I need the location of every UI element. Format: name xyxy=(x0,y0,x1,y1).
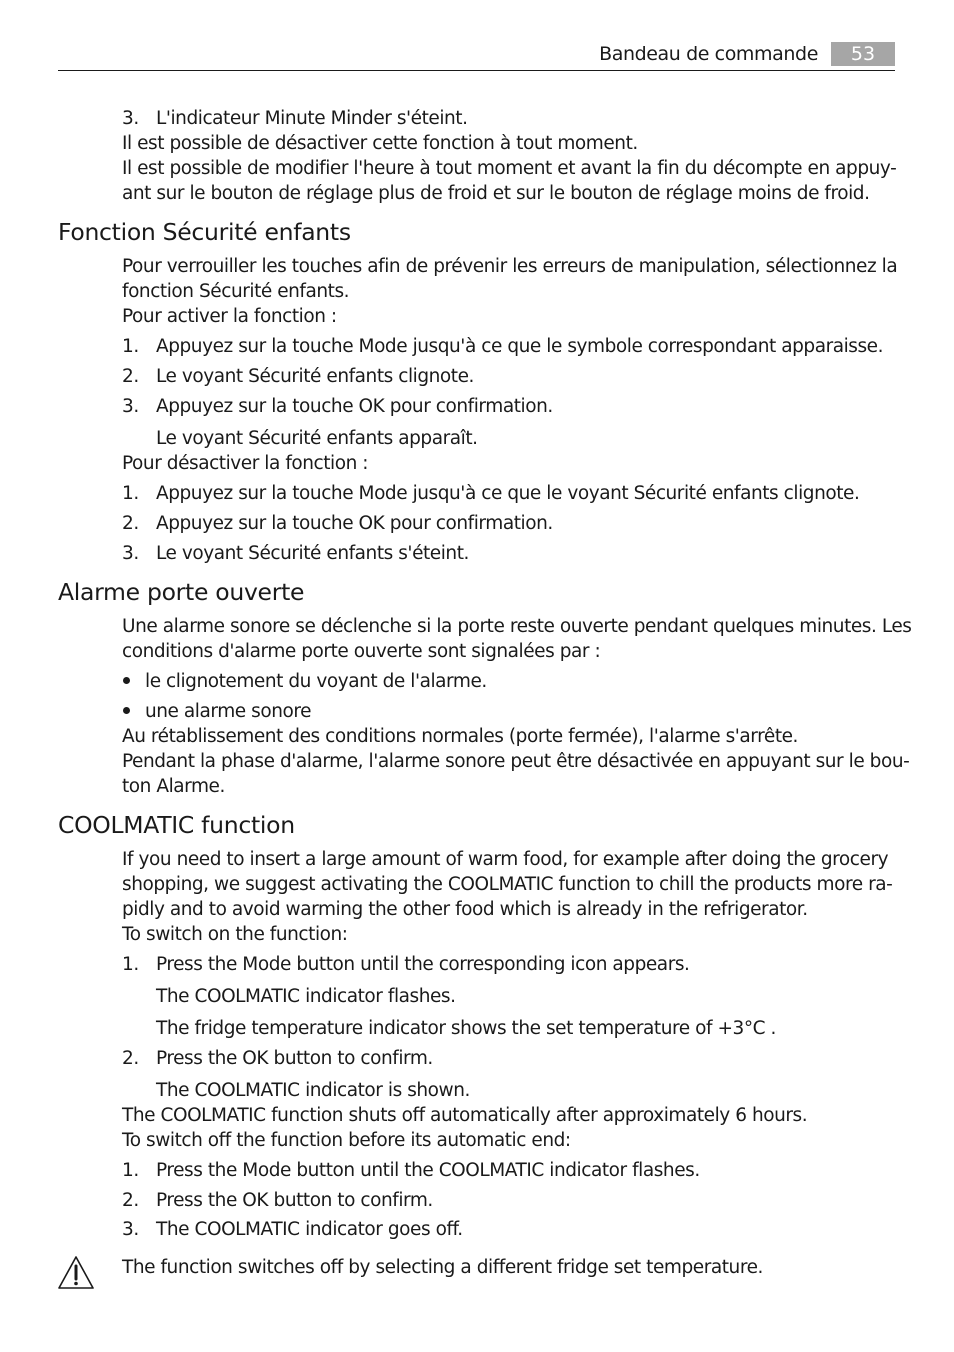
list-number: 1. xyxy=(122,1160,139,1181)
list-item-note: The COOLMATIC indicator is shown. xyxy=(156,1080,470,1101)
list-item: Appuyez sur la touche OK pour confirmation. xyxy=(156,513,553,534)
list-item: Press the Mode button until the corresponding icon appears. xyxy=(156,954,690,975)
paragraph-line: Au rétablissement des conditions normales (porte fermée), l'alarme s'arrête. xyxy=(122,726,798,747)
section-heading-child-lock: Fonction Sécurité enfants xyxy=(58,218,351,246)
paragraph-line: ton Alarme. xyxy=(122,776,225,797)
list-item: Appuyez sur la touche Mode jusqu'à ce que le voyant Sécurité enfants clignote. xyxy=(156,483,860,504)
paragraph-line: Il est possible de désactiver cette fonction à tout moment. xyxy=(122,133,638,154)
paragraph-line: Pour verrouiller les touches afin de prévenir les erreurs de manipulation, sélectionnez la xyxy=(122,256,898,277)
paragraph-line: ant sur le bouton de réglage plus de froid et sur le bouton de réglage moins de froid. xyxy=(122,183,870,204)
list-number: 1. xyxy=(122,336,139,357)
list-number: 3. xyxy=(122,543,139,564)
list-item: Appuyez sur la touche OK pour confirmation. xyxy=(156,396,553,417)
list-item: Le voyant Sécurité enfants s'éteint. xyxy=(156,543,469,564)
paragraph-line: fonction Sécurité enfants. xyxy=(122,281,350,302)
paragraph-line: shopping, we suggest activating the COOLMATIC function to chill the products more ra- xyxy=(122,874,893,895)
page-number-badge: 53 xyxy=(831,42,895,66)
list-number: 2. xyxy=(122,1048,139,1069)
section-heading-coolmatic: COOLMATIC function xyxy=(58,811,295,839)
running-header-title: Bandeau de commande xyxy=(599,43,818,65)
list-number: 3. xyxy=(122,108,139,129)
bullet-item: une alarme sonore xyxy=(145,701,312,722)
paragraph-line: Pour désactiver la fonction : xyxy=(122,453,369,474)
paragraph-line: The COOLMATIC function shuts off automatically after approximately 6 hours. xyxy=(122,1105,808,1126)
bullet-item: le clignotement du voyant de l'alarme. xyxy=(145,671,487,692)
paragraph-line: To switch off the function before its automatic end: xyxy=(122,1130,571,1151)
list-number: 2. xyxy=(122,366,139,387)
list-item: Press the OK button to confirm. xyxy=(156,1048,433,1069)
list-item: Press the OK button to confirm. xyxy=(156,1190,433,1211)
section-heading-door-alarm: Alarme porte ouverte xyxy=(58,578,305,606)
warning-triangle-icon xyxy=(57,1255,95,1291)
list-item: Appuyez sur la touche Mode jusqu'à ce que le symbole correspondant apparaisse. xyxy=(156,336,884,357)
list-number: 2. xyxy=(122,513,139,534)
list-number: 3. xyxy=(122,1219,139,1240)
list-number: 2. xyxy=(122,1190,139,1211)
paragraph-line: Il est possible de modifier l'heure à tout moment et avant la fin du décompte en appuy- xyxy=(122,158,897,179)
header-divider xyxy=(58,70,895,71)
paragraph-line: conditions d'alarme porte ouverte sont signalées par : xyxy=(122,641,601,662)
list-item: The COOLMATIC indicator goes off. xyxy=(156,1219,463,1240)
list-item-note: The COOLMATIC indicator flashes. xyxy=(156,986,456,1007)
warning-text: The function switches off by selecting a different fridge set temperature. xyxy=(122,1257,763,1278)
paragraph-line: pidly and to avoid warming the other food which is already in the refrigerator. xyxy=(122,899,808,920)
paragraph-line: Pendant la phase d'alarme, l'alarme sonore peut être désactivée en appuyant sur le bou- xyxy=(122,751,910,772)
bullet-dot xyxy=(123,677,130,684)
list-number: 3. xyxy=(122,396,139,417)
list-item-note: Le voyant Sécurité enfants apparaît. xyxy=(156,428,478,449)
list-number: 1. xyxy=(122,954,139,975)
paragraph-line: Pour activer la fonction : xyxy=(122,306,337,327)
list-item: L'indicateur Minute Minder s'éteint. xyxy=(156,108,468,129)
list-item: Le voyant Sécurité enfants clignote. xyxy=(156,366,474,387)
paragraph-line: Une alarme sonore se déclenche si la porte reste ouverte pendant quelques minutes. Les xyxy=(122,616,912,637)
list-number: 1. xyxy=(122,483,139,504)
bullet-dot xyxy=(123,707,130,714)
list-item: Press the Mode button until the COOLMATIC indicator flashes. xyxy=(156,1160,700,1181)
list-item-note: The fridge temperature indicator shows the set temperature of +3°C . xyxy=(156,1018,776,1039)
paragraph-line: If you need to insert a large amount of warm food, for example after doing the grocery xyxy=(122,849,889,870)
paragraph-line: To switch on the function: xyxy=(122,924,348,945)
